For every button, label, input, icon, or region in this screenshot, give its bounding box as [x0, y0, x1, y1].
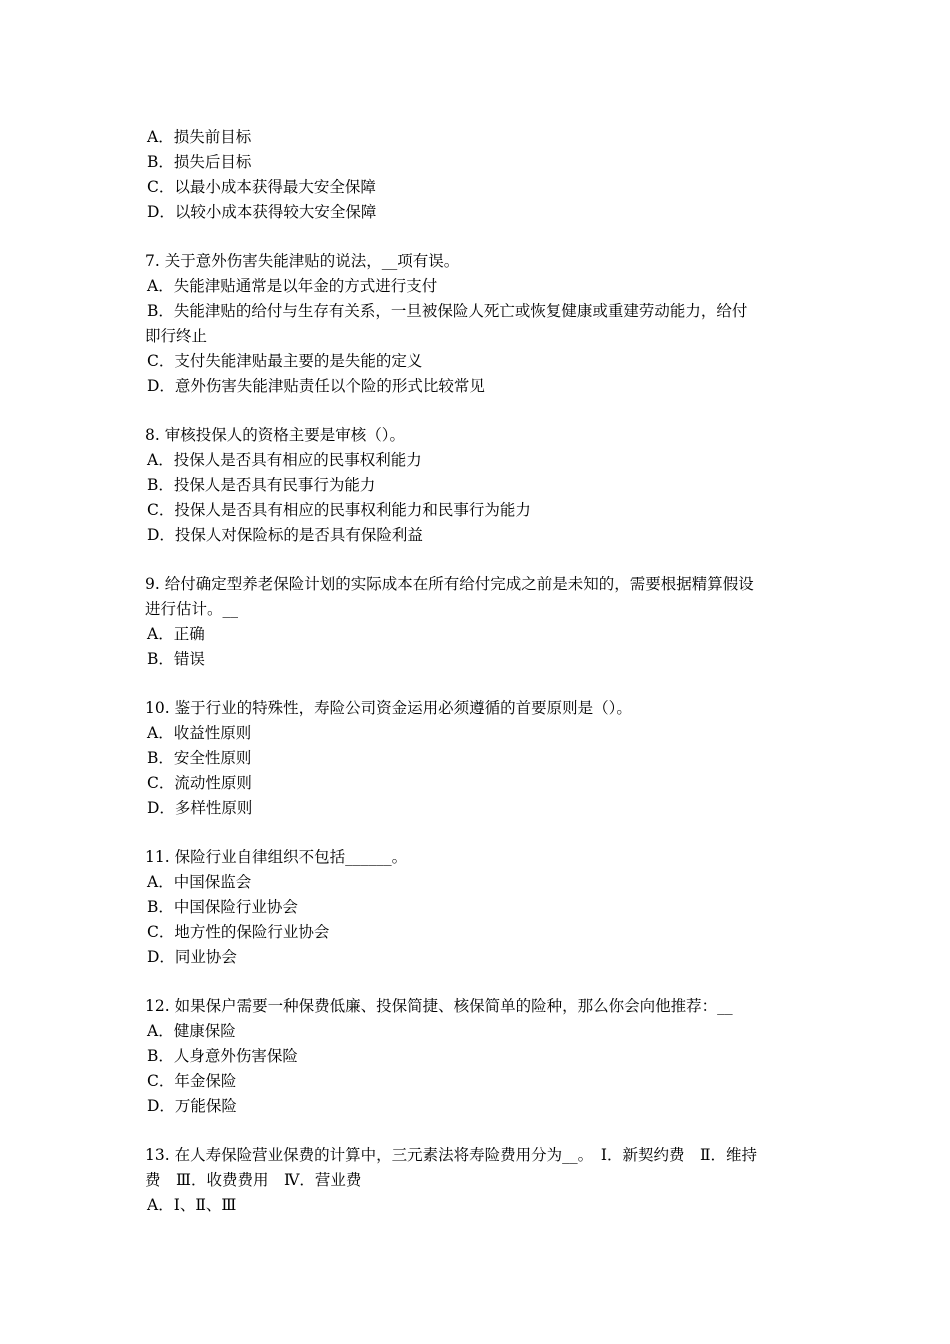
- option-line: B．中国保险行业协会: [147, 898, 298, 916]
- option-line: A．健康保险: [147, 1022, 236, 1040]
- question-stem: 9. 给付确定型养老保险计划的实际成本在所有给付完成之前是未知的，需要根据精算假设: [145, 575, 754, 593]
- option-line-continuation: 即行终止: [145, 327, 208, 345]
- option-line: D．以较小成本获得较大安全保障: [147, 203, 377, 221]
- question-9: [145, 572, 810, 672]
- option-line: D．同业协会: [147, 948, 237, 966]
- option-line: C．地方性的保险行业协会: [147, 923, 330, 941]
- question-stem: 13. 在人寿保险营业保费的计算中，三元素法将寿险费用分为__。 Ⅰ．新契约费 Ⅱ．维持: [145, 1146, 757, 1164]
- question-10: [145, 696, 810, 821]
- option-line: C．以最小成本获得最大安全保障: [147, 178, 376, 196]
- option-line: C．流动性原则: [147, 774, 252, 792]
- question-stem: 11. 保险行业自律组织不包括______。: [145, 848, 408, 866]
- question-stem: 10. 鉴于行业的特殊性，寿险公司资金运用必须遵循的首要原则是（）。: [145, 699, 632, 717]
- question-stem: 8. 审核投保人的资格主要是审核（）。: [145, 426, 405, 444]
- question-12: [145, 994, 810, 1119]
- question-stem-continuation: 进行估计。__: [145, 600, 239, 618]
- option-line: A．损失前目标: [147, 128, 252, 146]
- question-13: [145, 1143, 810, 1218]
- option-line: B．人身意外伤害保险: [147, 1047, 298, 1065]
- option-line: A．失能津贴通常是以年金的方式进行支付: [147, 277, 438, 295]
- question-7: [145, 249, 810, 399]
- question-stem: 7. 关于意外伤害失能津贴的说法，__项有误。: [145, 252, 460, 270]
- option-line: C．年金保险: [147, 1072, 237, 1090]
- option-line: C．投保人是否具有相应的民事权利能力和民事行为能力: [147, 501, 531, 519]
- question-11: [145, 845, 810, 970]
- option-line: B．安全性原则: [147, 749, 252, 767]
- option-line: B．投保人是否具有民事行为能力: [147, 476, 376, 494]
- option-line: B．错误: [147, 650, 205, 668]
- option-line: A．正确: [147, 625, 205, 643]
- option-line: D．投保人对保险标的是否具有保险利益: [147, 526, 423, 544]
- option-line: B．失能津贴的给付与生存有关系，一旦被保险人死亡或恢复健康或重建劳动能力，给付: [147, 302, 748, 320]
- option-line: A．投保人是否具有相应的民事权利能力: [147, 451, 422, 469]
- option-line: B．损失后目标: [147, 153, 252, 171]
- option-line: D．万能保险: [147, 1097, 237, 1115]
- question-stem: 12. 如果保户需要一种保费低廉、投保简捷、核保简单的险种，那么你会向他推荐：__: [145, 997, 733, 1015]
- option-line: A．中国保监会: [147, 873, 252, 891]
- question-stem-continuation: 费 Ⅲ．收费费用 Ⅳ．营业费: [145, 1171, 362, 1189]
- question-6-options: [145, 125, 810, 225]
- question-8: [145, 423, 810, 548]
- option-line: C．支付失能津贴最主要的是失能的定义: [147, 352, 423, 370]
- option-line: A．收益性原则: [147, 724, 252, 742]
- option-line: D．多样性原则: [147, 799, 253, 817]
- option-line: A．Ⅰ、Ⅱ、Ⅲ: [147, 1196, 237, 1214]
- document-content: [145, 125, 810, 1218]
- option-line: D．意外伤害失能津贴责任以个险的形式比较常见: [147, 377, 485, 395]
